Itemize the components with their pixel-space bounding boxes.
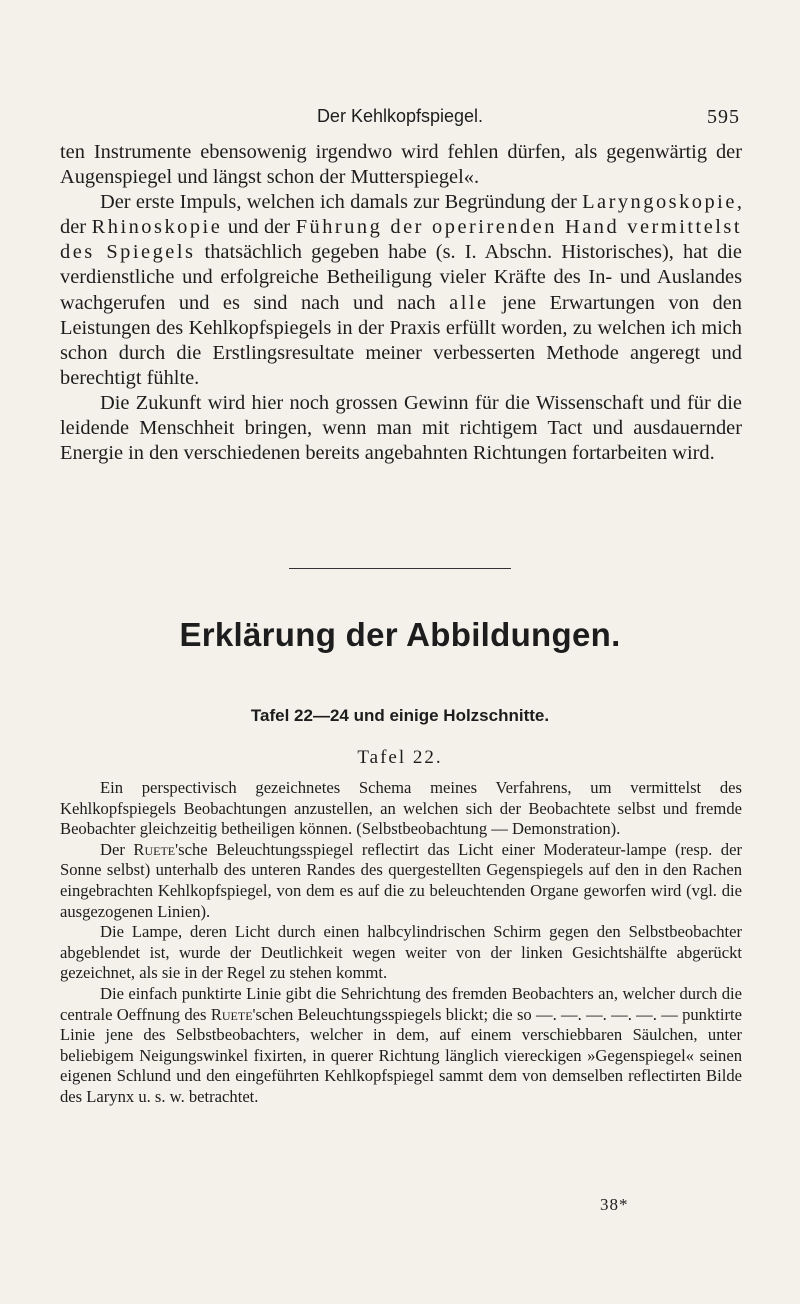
signature-mark: 38* (600, 1195, 629, 1214)
name-ruete: Ruete (133, 839, 176, 859)
paragraph-2-text-e: und der (222, 216, 296, 239)
paragraph-2-text-i: jene Erwartungen von den Leistungen des Kehlkopfspiegels in der Praxis erfüllt worden, zu welchen ich mich schon durch die Erstlingsresultate meiner verbesserten Methode angeregt und berechtigt fühlte. (60, 291, 742, 389)
explanation-2-text-a: Der (100, 839, 134, 859)
name-ruete-2: Ruete (210, 1004, 253, 1024)
explanation-4-text-c: 'schen Beleuchtungsspiegels blickt; die so —. —. —. —. —. — punktirte Linie jene des Selbstbeobachters, welcher in dem, auf einem verschiebbaren Säulchen, unter beliebigem Neigungswinkel fixirten, in querer Richtung länglich viereckigen »Gegenspiegel« seinen eigenen Schlund und den eingeführten Kehlkopfspiegel sammt dem von demselben reflectirten Bilde des Larynx u. s. w. betrachtet. (60, 1004, 742, 1106)
term-laryngoskopie: Laryngoskopie (582, 191, 737, 214)
page-header (60, 106, 740, 130)
explanation-paragraph-1: Ein perspectivisch gezeichnetes Schema meines Verfahrens, um vermittelst des Kehlkopfspiegels Beobachtungen anzustellen, an welchen sich der Beobachtete selbst und fremde Beobachter gleichzeitig betheiligen können. (Selbstbeobachtung — Demonstration). (60, 778, 742, 839)
page-number: 595 (707, 106, 740, 128)
explanation-4-text-a: Die einfach punktirte Linie gibt die Sehrichtung des fremden Beobachters an, welcher durch die centrale Oeffnung des (60, 983, 742, 1024)
explanation-paragraph-2 (60, 840, 742, 922)
section-title: Erklärung der Abbildungen. (179, 616, 621, 653)
explanation-2-text-c: 'sche Beleuchtungsspiegel reflectirt das Licht einer Moderateur-lampe (resp. der Sonne selbst) unterhalb des unteren Randes des quergestellten Gegenspiegels auf den in den Rachen eingebrachten Kehlkopfspiegel, von dem es auf die zu beleuchtenden Organe geworfen wird (vgl. die ausgezogenen Linien). (60, 839, 742, 921)
term-alle: alle (449, 291, 489, 314)
section-divider (289, 568, 511, 569)
term-fuehrung: Führung der operirenden Hand vermittelst des Spiegels (60, 216, 743, 264)
explanation-text (60, 778, 742, 1108)
explanation-paragraph-4 (60, 984, 742, 1108)
plate-heading: Tafel 22. (357, 747, 443, 768)
body-text (60, 140, 742, 466)
paragraph-2-text-c: , der (60, 191, 742, 239)
paragraph-1: ten Instrumente ebensowenig irgendwo wird fehlen dürfen, als gegenwärtig der Augenspiegel und längst schon der Mutterspiegel«. (60, 141, 742, 189)
term-rhinoskopie: Rhinoskopie (91, 216, 223, 239)
explanation-paragraph-3: Die Lampe, deren Licht durch einen halbcylindrischen Schirm gegen den Selbstbeobachter abgeblendet ist, wurde der Deutlichkeit wegen weiter von der linken Gesichtshälfte abgerückt gezeichnet, als sie in der Regel zu stehen kommt. (60, 922, 742, 983)
paragraph-2 (60, 190, 742, 391)
running-title: Der Kehlkopfspiegel. (316, 106, 484, 126)
section-subtitle: Tafel 22—24 und einige Holzschnitte. (250, 706, 550, 725)
paragraph-2-text-g: thatsächlich gegeben habe (s. I. Abschn. Historisches), hat die verdienstliche und erfolgreiche Betheiligung vieler Kräfte des In- und Auslandes wachgerufen und es sind nach und nach (60, 241, 742, 314)
paragraph-2-text-a: Der erste Impuls, welchen ich damals zur Begründung der (100, 191, 583, 214)
paragraph-3: Die Zukunft wird hier noch grossen Gewinn für die Wissenschaft und für die leidende Menschheit bringen, wenn man mit richtigem Tact und ausdauernder Energie in den verschiedenen bereits angebahnten Richtungen fortarbeiten wird. (60, 391, 742, 465)
